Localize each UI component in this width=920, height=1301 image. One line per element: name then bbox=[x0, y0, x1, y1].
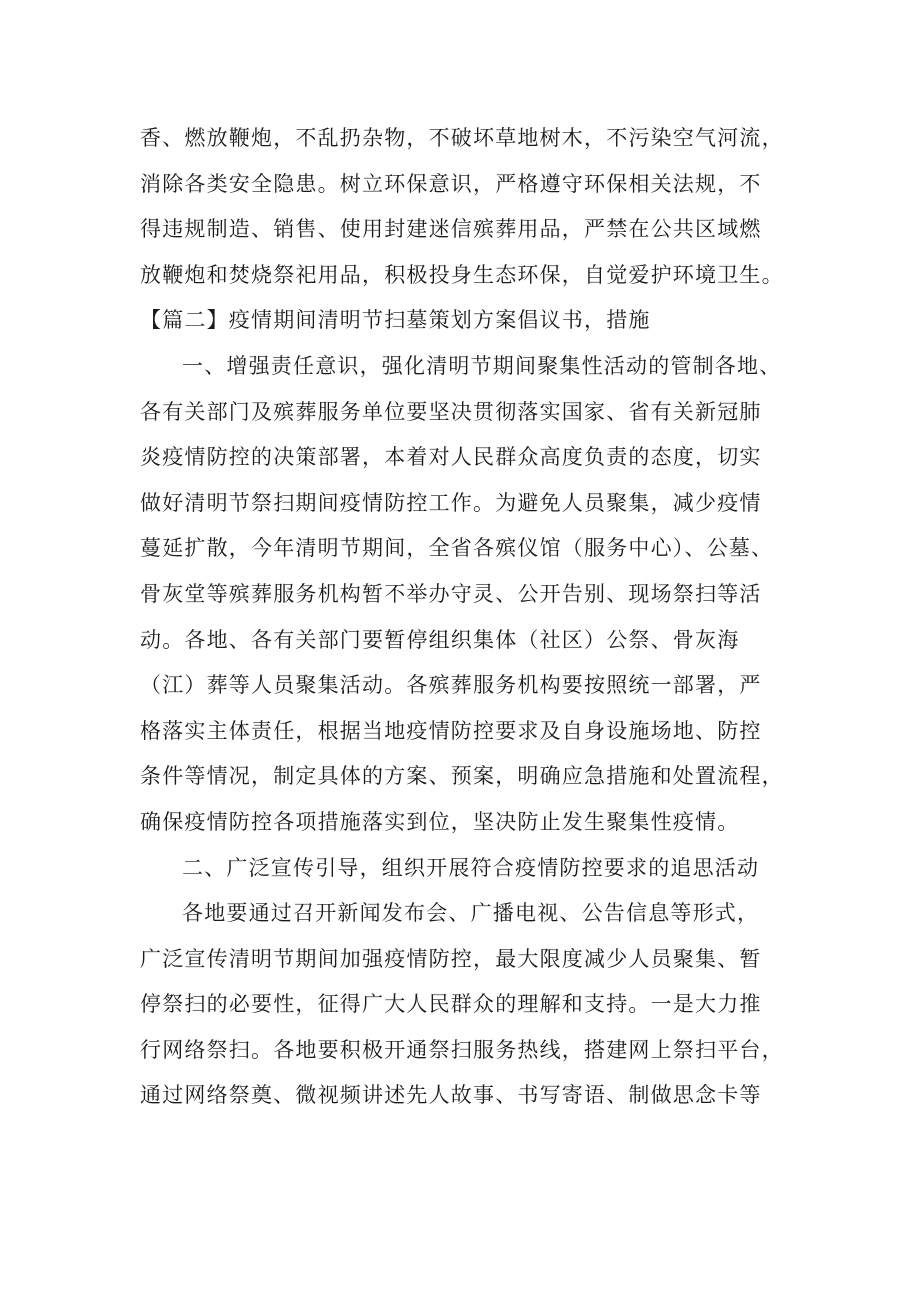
subheading-line: 二、广泛宣传引导，组织开展符合疫情防控要求的追思活动 bbox=[182, 855, 760, 880]
text-line: 蔓延扩散，今年清明节期间，全省各殡仪馆（服务中心）、公墓、 bbox=[140, 536, 774, 561]
text-line: 确保疫情防控各项措施落实到位，坚决防止发生聚集性疫情。 bbox=[140, 809, 740, 834]
text-line: 做好清明节祭扫期间疫情防控工作。为避免人员聚集，减少疫情 bbox=[140, 490, 762, 515]
text-line: 格落实主体责任，根据当地疫情防控要求及自身设施场地、防控 bbox=[140, 718, 762, 743]
text-line: 各有关部门及殡葬服务单位要坚决贯彻落实国家、省有关新冠肺 bbox=[140, 399, 762, 424]
text-line: 条件等情况，制定具体的方案、预案，明确应急措施和处置流程， bbox=[140, 764, 784, 789]
text-line: 行网络祭扫。各地要积极开通祭扫服务热线，搭建网上祭扫平台， bbox=[140, 1037, 784, 1062]
text-line: 得违规制造、销售、使用封建迷信殡葬用品，严禁在公共区域燃 bbox=[140, 217, 762, 242]
text-line: 各地要通过召开新闻发布会、广播电视、公告信息等形式， bbox=[182, 901, 760, 926]
text-line: 炎疫情防控的决策部署，本着对人民群众高度负责的态度，切实 bbox=[140, 445, 762, 470]
text-line: （江）葬等人员聚集活动。各殡葬服务机构要按照统一部署，严 bbox=[140, 673, 762, 698]
section-heading: 【篇二】疫情期间清明节扫墓策划方案倡议书，措施 bbox=[140, 308, 651, 333]
text-line: 广泛宣传清明节期间加强疫情防控，最大限度减少人员聚集、暂 bbox=[140, 946, 762, 971]
text-line: 骨灰堂等殡葬服务机构暂不举办守灵、公开告别、现场祭扫等活 bbox=[140, 581, 762, 606]
text-line: 停祭扫的必要性，征得广大人民群众的理解和支持。一是大力推 bbox=[140, 992, 762, 1017]
subheading-line: 一、增强责任意识，强化清明节期间聚集性活动的管制各地、 bbox=[182, 353, 782, 378]
text-line: 消除各类安全隐患。树立环保意识，严格遵守环保相关法规，不 bbox=[140, 171, 762, 196]
document-body bbox=[140, 116, 800, 1119]
text-line: 香、燃放鞭炮，不乱扔杂物，不破坏草地树木，不污染空气河流， bbox=[140, 126, 784, 150]
text-line: 通过网络祭奠、微视频讲述先人故事、书写寄语、制做思念卡等 bbox=[140, 1083, 762, 1108]
text-line: 放鞭炮和焚烧祭祀用品，积极投身生态环保，自觉爱护环境卫生。 bbox=[140, 262, 784, 287]
text-line: 动。各地、各有关部门要暂停组织集体（社区）公祭、骨灰海 bbox=[140, 627, 740, 652]
